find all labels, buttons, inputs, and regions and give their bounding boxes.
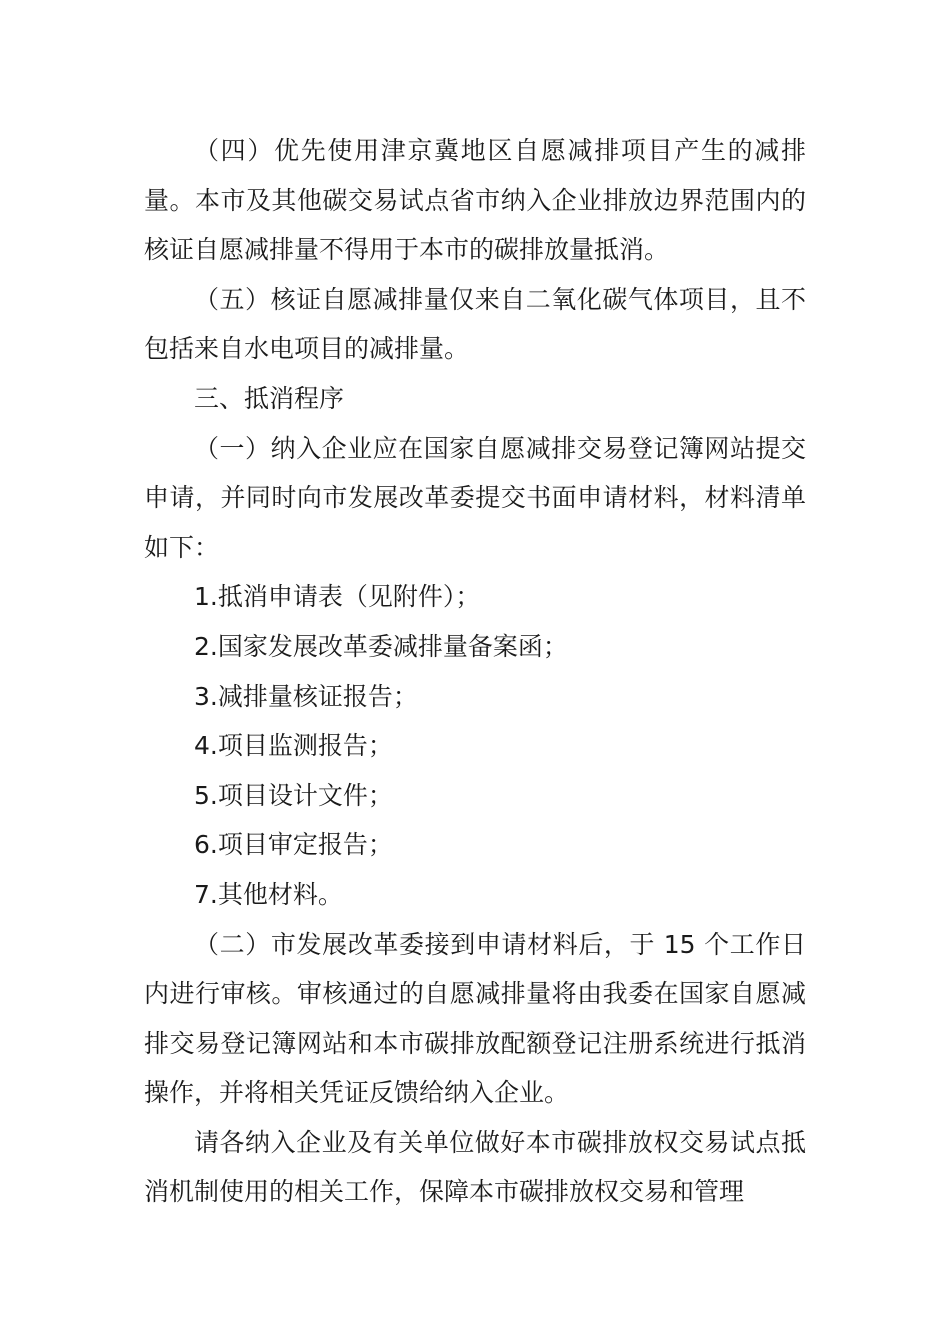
paragraph-closing-request: 请各纳入企业及有关单位做好本市碳排放权交易试点抵消机制使用的相关工作，保障本市碳排放权交易和管理 [144,1127,806,1207]
list-item: 1.抵消申请表（见附件）； [194,582,481,612]
paragraph-review-process: （二）市发展改革委接到申请材料后，于 15 个工作日内进行审核。审核通过的自愿减排量将由我委在国家自愿减排交易登记簿网站和本市碳排放配额登记注册系统进行抵消操作，并将相关凭证反馈给纳入企业。 [144,929,806,1108]
paragraph-non-hydro-requirement: （五）核证自愿减排量仅来自二氧化碳气体项目，且不包括来自水电项目的减排量。 [144,284,806,364]
paragraph-priority-jingjinji: （四）优先使用津京冀地区自愿减排项目产生的减排量。本市及其他碳交易试点省市纳入企业排放边界范围内的核证自愿减排量不得用于本市的碳排放量抵消。 [144,136,806,265]
list-item: 6.项目审定报告； [194,830,393,860]
list-item: 2.国家发展改革委减排量备案函； [194,631,568,661]
paragraph-application-submission: （一）纳入企业应在国家自愿减排交易登记簿网站提交申请，并同时向市发展改革委提交书面申请材料，材料清单如下： [144,433,806,562]
list-item: 3.减排量核证报告； [194,681,418,711]
document-body [144,126,806,1217]
list-item: 7.其他材料。 [194,879,343,909]
section-heading-offset-procedure: 三、抵消程序 [194,383,345,413]
list-item: 5.项目设计文件； [194,780,393,810]
list-item: 4.项目监测报告； [194,731,393,761]
